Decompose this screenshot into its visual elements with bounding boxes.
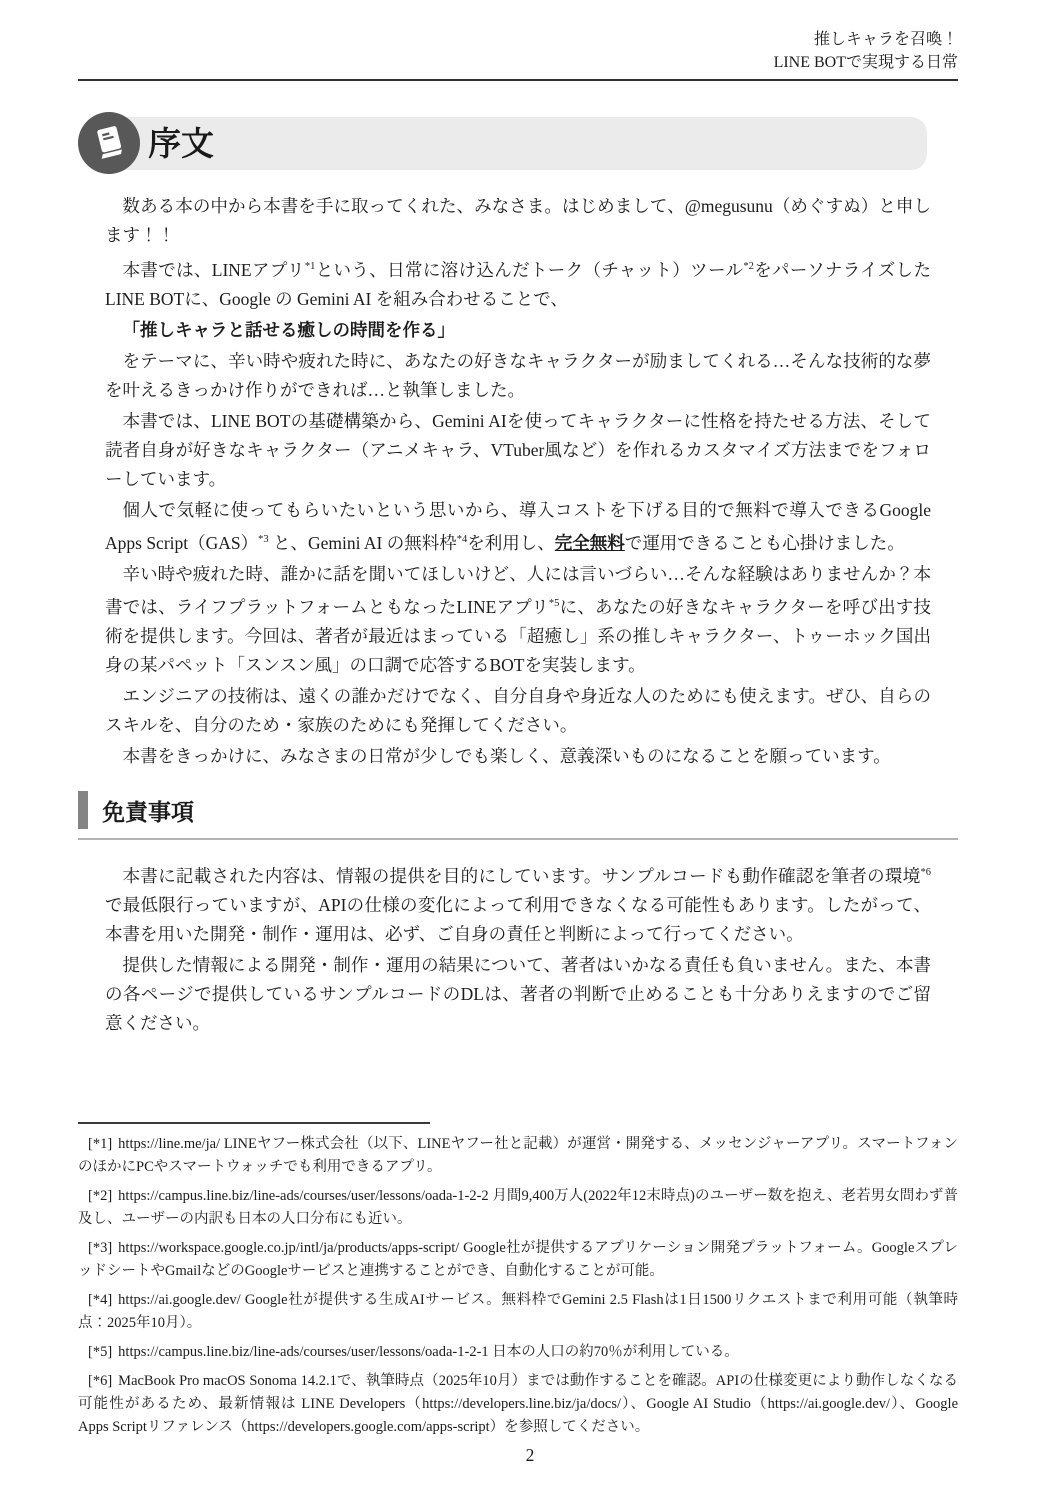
section-heading-bar bbox=[85, 117, 927, 170]
running-header bbox=[78, 28, 958, 74]
preface-paragraph: 本書では、LINE BOTの基礎構築から、Gemini AIを使ってキャラクターに性格を持たせる方法、そして読者自身が好きなキャラクター（アニメキャラ、VTuber風など）を作れるカスタマイズ方法までをフォローしています。 bbox=[105, 411, 931, 489]
footnote-ref-3: *3 bbox=[258, 534, 269, 545]
footnote-ref-6: *6 bbox=[920, 867, 931, 878]
preface-paragraph: 個人で気軽に使ってもらいたいという思いから、導入コストを下げる目的で無料で導入できるGoogle Apps Script（GAS）$^{*3}$ と、Gemini AI の無料枠$^{*4}$を利用し、完全無料で運用できることも心掛けました。 bbox=[105, 500, 931, 553]
footnotes-block bbox=[78, 1122, 958, 1445]
footnote-ref-1: *1 bbox=[304, 261, 316, 272]
subsection-heading-disclaimer bbox=[78, 789, 958, 840]
preface-quote: 「推しキャラと話せる癒しの時間を作る」 bbox=[122, 320, 455, 340]
footnote-item bbox=[78, 1341, 958, 1364]
footnote-marker: [*5] bbox=[88, 1344, 113, 1360]
preface-body bbox=[105, 192, 931, 771]
footnote-marker: [*4] bbox=[88, 1292, 113, 1308]
footnote-item bbox=[78, 1185, 958, 1231]
preface-paragraph: 辛い時や疲れた時、誰かに話を聞いてほしいけど、人には言いづらい…そんな経験はありませんか？本書では、ライフプラットフォームともなったLINEアプリ$^{*5}$に、あなたの好きなキャラクターを呼び出す技術を提供します。今回は、著者が最近はまっている「超癒し」系の推しキャラクター、トゥーホック国出身の某パペット「スンスン風」の口調で応答するBOTを実装します。 bbox=[105, 564, 932, 675]
disclaimer-body bbox=[105, 858, 931, 1038]
preface-paragraph: 本書では、LINEアプリ$^{*1}$という、日常に溶け込んだトーク（チャット）ツール$^{*2}$をパーソナライズしたLINE BOTに、Google の Gemini AI を組み合わせることで、 bbox=[105, 260, 931, 309]
footnote-item bbox=[78, 1133, 958, 1179]
footnote-ref-4: *4 bbox=[456, 534, 468, 545]
preface-paragraph: 本書をきっかけに、みなさまの日常が少しでも楽しく、意義深いものになることを願っています。 bbox=[122, 746, 891, 766]
subsection-title: 免責事項 bbox=[102, 798, 194, 825]
section-heading-preface bbox=[78, 112, 958, 174]
footnote-marker: [*1] bbox=[88, 1136, 113, 1152]
book-icon bbox=[91, 123, 127, 164]
footnote-marker: [*6] bbox=[88, 1373, 113, 1389]
section-title: 序文 bbox=[148, 125, 214, 162]
preface-paragraph: 数ある本の中から本書を手に取ってくれた、みなさま。はじめまして、@megusunu（めぐすぬ）と申します！！ bbox=[105, 196, 931, 245]
footnote-item bbox=[78, 1237, 958, 1283]
footnote-item bbox=[78, 1289, 958, 1335]
section-heading-badge bbox=[78, 112, 140, 174]
footnote-text: MacBook Pro macOS Sonoma 14.2.1で、執筆時点（2025年10月）までは動作することを確認。APIの仕様変更により動作しなくなる可能性があるため、最新情報は LINE Developers（https://developers.line.biz/ja/docs/）、Google AI Studio（https://ai.google.dev/）、Google Apps Scriptリファレンス（https://developers.google.com/apps-script）を参照してください。 bbox=[78, 1373, 958, 1435]
disclaimer-paragraph: 提供した情報による開発・制作・運用の結果について、著者はいかなる責任も負いません。また、本書の各ページで提供しているサンプルコードのDLは、著者の判断で止めることも十分ありえますのでご留意ください。 bbox=[105, 955, 931, 1033]
footnote-divider bbox=[78, 1122, 430, 1124]
footnote-text: https://campus.line.biz/line-ads/courses/user/lessons/oada-1-2-2 月間9,400万人(2022年12末時点)のユーザー数を抱え、老若男女問わず普及し、ユーザーの内訳も日本の人口分布にも近い。 bbox=[78, 1188, 958, 1227]
footnote-text: https://line.me/ja/ LINEヤフー株式会社（以下、LINEヤフー社と記載）が運営・開発する、メッセンジャーアプリ。スマートフォンのほかにPCやスマートウォッチでも利用できるアプリ。 bbox=[78, 1136, 958, 1175]
footnote-text: https://ai.google.dev/ Google社が提供する生成AIサービス。無料枠でGemini 2.5 Flashは1日1500リクエストまで利用可能（執筆時点：2025年10月）。 bbox=[78, 1292, 958, 1331]
page-number: 2 bbox=[525, 1445, 535, 1465]
footnote-ref-5: *5 bbox=[548, 598, 560, 609]
subsection-heading-marker bbox=[78, 791, 88, 829]
disclaimer-paragraph: 本書に記載された内容は、情報の提供を目的にしています。サンプルコードも動作確認を筆者の環境$^{*6}$で最低限行っていますが、APIの仕様の変化によって利用できなくなる可能性もあります。したがって、本書を用いた開発・制作・運用は、必ず、ご自身の責任と判断によって行ってください。 bbox=[105, 866, 931, 944]
footnote-text: https://campus.line.biz/line-ads/courses/user/lessons/oada-1-2-1 日本の人口の約70％が利用している。 bbox=[118, 1344, 739, 1360]
header-divider bbox=[78, 79, 958, 81]
footnote-text: https://workspace.google.co.jp/intl/ja/products/apps-script/ Google社が提供するアプリケーション開発プラットフォーム。GoogleスプレッドシートやGmailなどのGoogleサービスと連携することができ、自動化することが可能。 bbox=[78, 1240, 958, 1279]
footnote-marker: [*2] bbox=[88, 1188, 113, 1204]
preface-paragraph: エンジニアの技術は、遠くの誰かだけでなく、自分自身や身近な人のためにも使えます。ぜひ、自らのスキルを、自分のため・家族のためにも発揮してください。 bbox=[105, 686, 931, 735]
emphasis-free: 完全無料 bbox=[554, 533, 625, 553]
footnote-marker: [*3] bbox=[88, 1240, 113, 1256]
preface-paragraph: をテーマに、辛い時や疲れた時に、あなたの好きなキャラクターが励ましてくれる…そんな技術的な夢を叶えるきっかけ作りができれば…と執筆しました。 bbox=[105, 351, 931, 400]
footnote-item bbox=[78, 1370, 958, 1439]
footnote-ref-2: *2 bbox=[743, 261, 754, 272]
header-title-line1: 推しキャラを召喚！ bbox=[813, 31, 958, 48]
header-title-line2: LINE BOTで実現する日常 bbox=[773, 54, 958, 71]
